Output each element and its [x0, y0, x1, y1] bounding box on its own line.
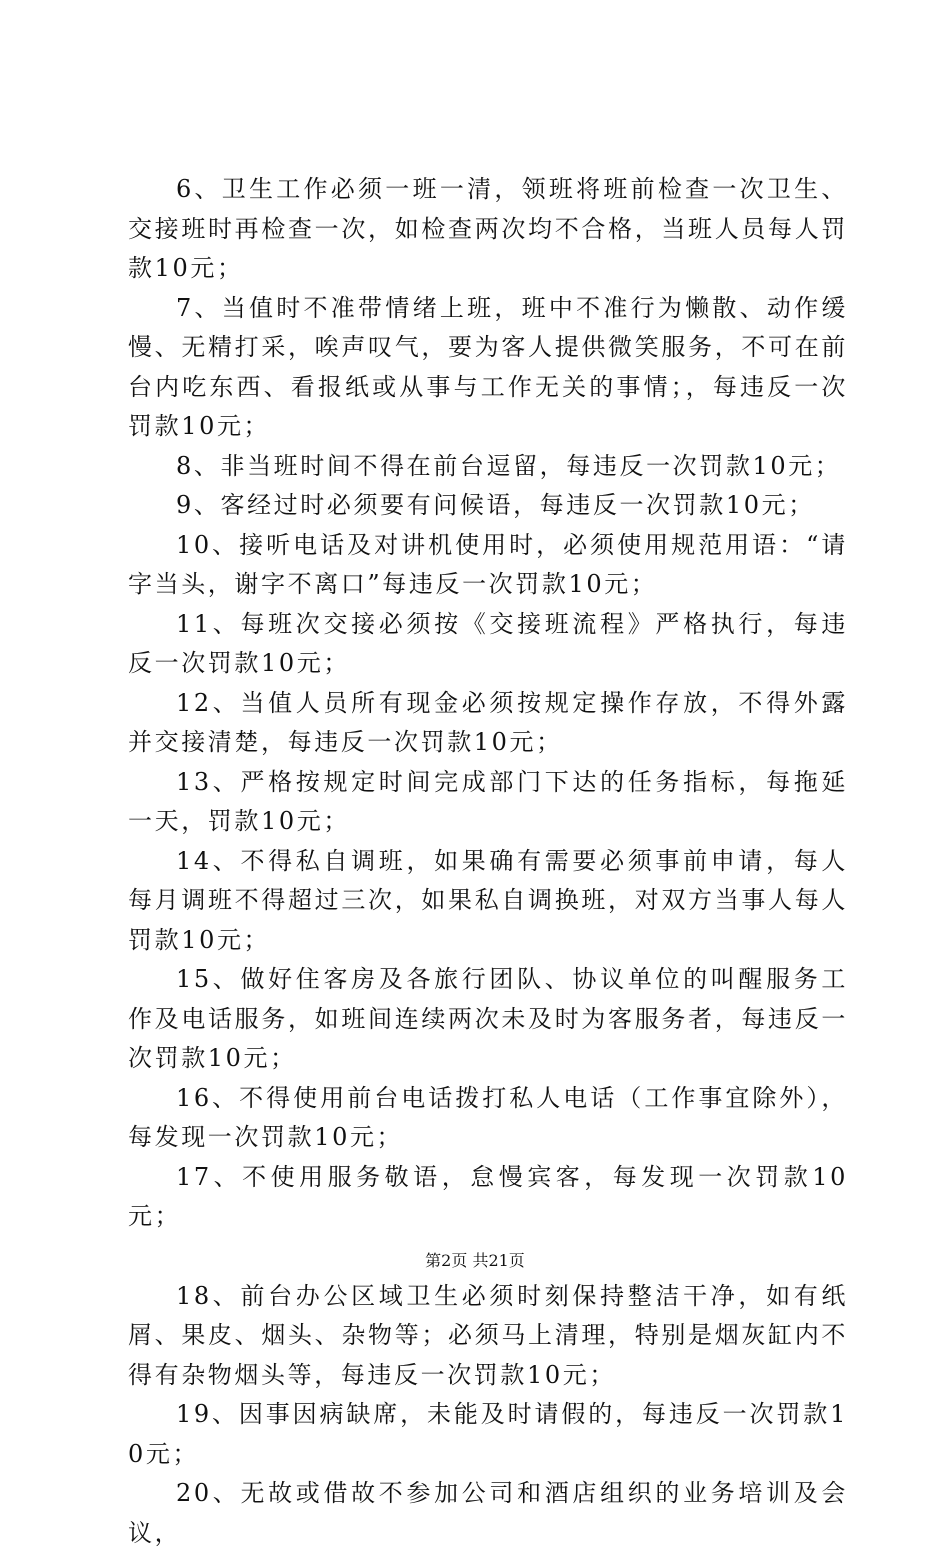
rule-paragraph-15: 15、做好住客房及各旅行团队、协议单位的叫醒服务工作及电话服务，如班间连续两次未及时为客服务者，每违反一次罚款10元；	[128, 965, 848, 1072]
rule-paragraph-9: 9、客经过时必须要有问候语，每违反一次罚款10元；	[176, 491, 815, 519]
page-number-footer: 第2页 共21页	[425, 1251, 525, 1270]
rule-paragraph-6: 6、卫生工作必须一班一清，领班将班前检查一次卫生、交接班时再检查一次，如检查两次均不合格，当班人员每人罚款10元；	[128, 175, 848, 282]
rule-paragraph-14: 14、不得私自调班，如果确有需要必须事前申请，每人每月调班不得超过三次，如果私自调换班，对双方当事人每人罚款10元；	[128, 846, 848, 954]
document-body	[128, 170, 848, 1553]
rule-paragraph-12: 12、当值人员所有现金必须按规定操作存放，不得外露并交接清楚，每违反一次罚款10元；	[128, 688, 848, 756]
rule-paragraph-19: 19、因事因病缺席，未能及时请假的，每违反一次罚款10元；	[128, 1400, 848, 1468]
rule-paragraph-11: 11、每班次交接必须按《交接班流程》严格执行，每违反一次罚款10元；	[128, 609, 848, 677]
rule-paragraph-13: 13、严格按规定时间完成部门下达的任务指标，每拖延一天，罚款10元；	[128, 767, 848, 835]
rule-paragraph-8: 8、非当班时间不得在前台逗留，每违反一次罚款10元；	[176, 451, 842, 480]
rule-paragraph-18: 18、前台办公区域卫生必须时刻保持整洁干净，如有纸屑、果皮、烟头、杂物等；必须马上清理，特别是烟灰缸内不得有杂物烟头等，每违反一次罚款10元；	[128, 1281, 848, 1389]
rule-paragraph-20: 20、无故或借故不参加公司和酒店组织的业务培训及会议，	[128, 1479, 848, 1547]
rule-paragraph-17: 17、不使用服务敬语，怠慢宾客，每发现一次罚款10元；	[128, 1162, 848, 1230]
rule-paragraph-16: 16、不得使用前台电话拨打私人电话（工作事宜除外），每发现一次罚款10元；	[128, 1083, 848, 1151]
rule-paragraph-7: 7、当值时不准带情绪上班，班中不准行为懒散、动作缓慢、无精打采，唉声叹气，要为客人提供微笑服务，不可在前台内吃东西、看报纸或从事与工作无关的事情；，每违反一次罚款10元；	[128, 293, 848, 440]
rule-paragraph-10: 10、接听电话及对讲机使用时，必须使用规范用语：“请字当头，谢字不离口”每违反一次罚款10元；	[128, 530, 848, 598]
